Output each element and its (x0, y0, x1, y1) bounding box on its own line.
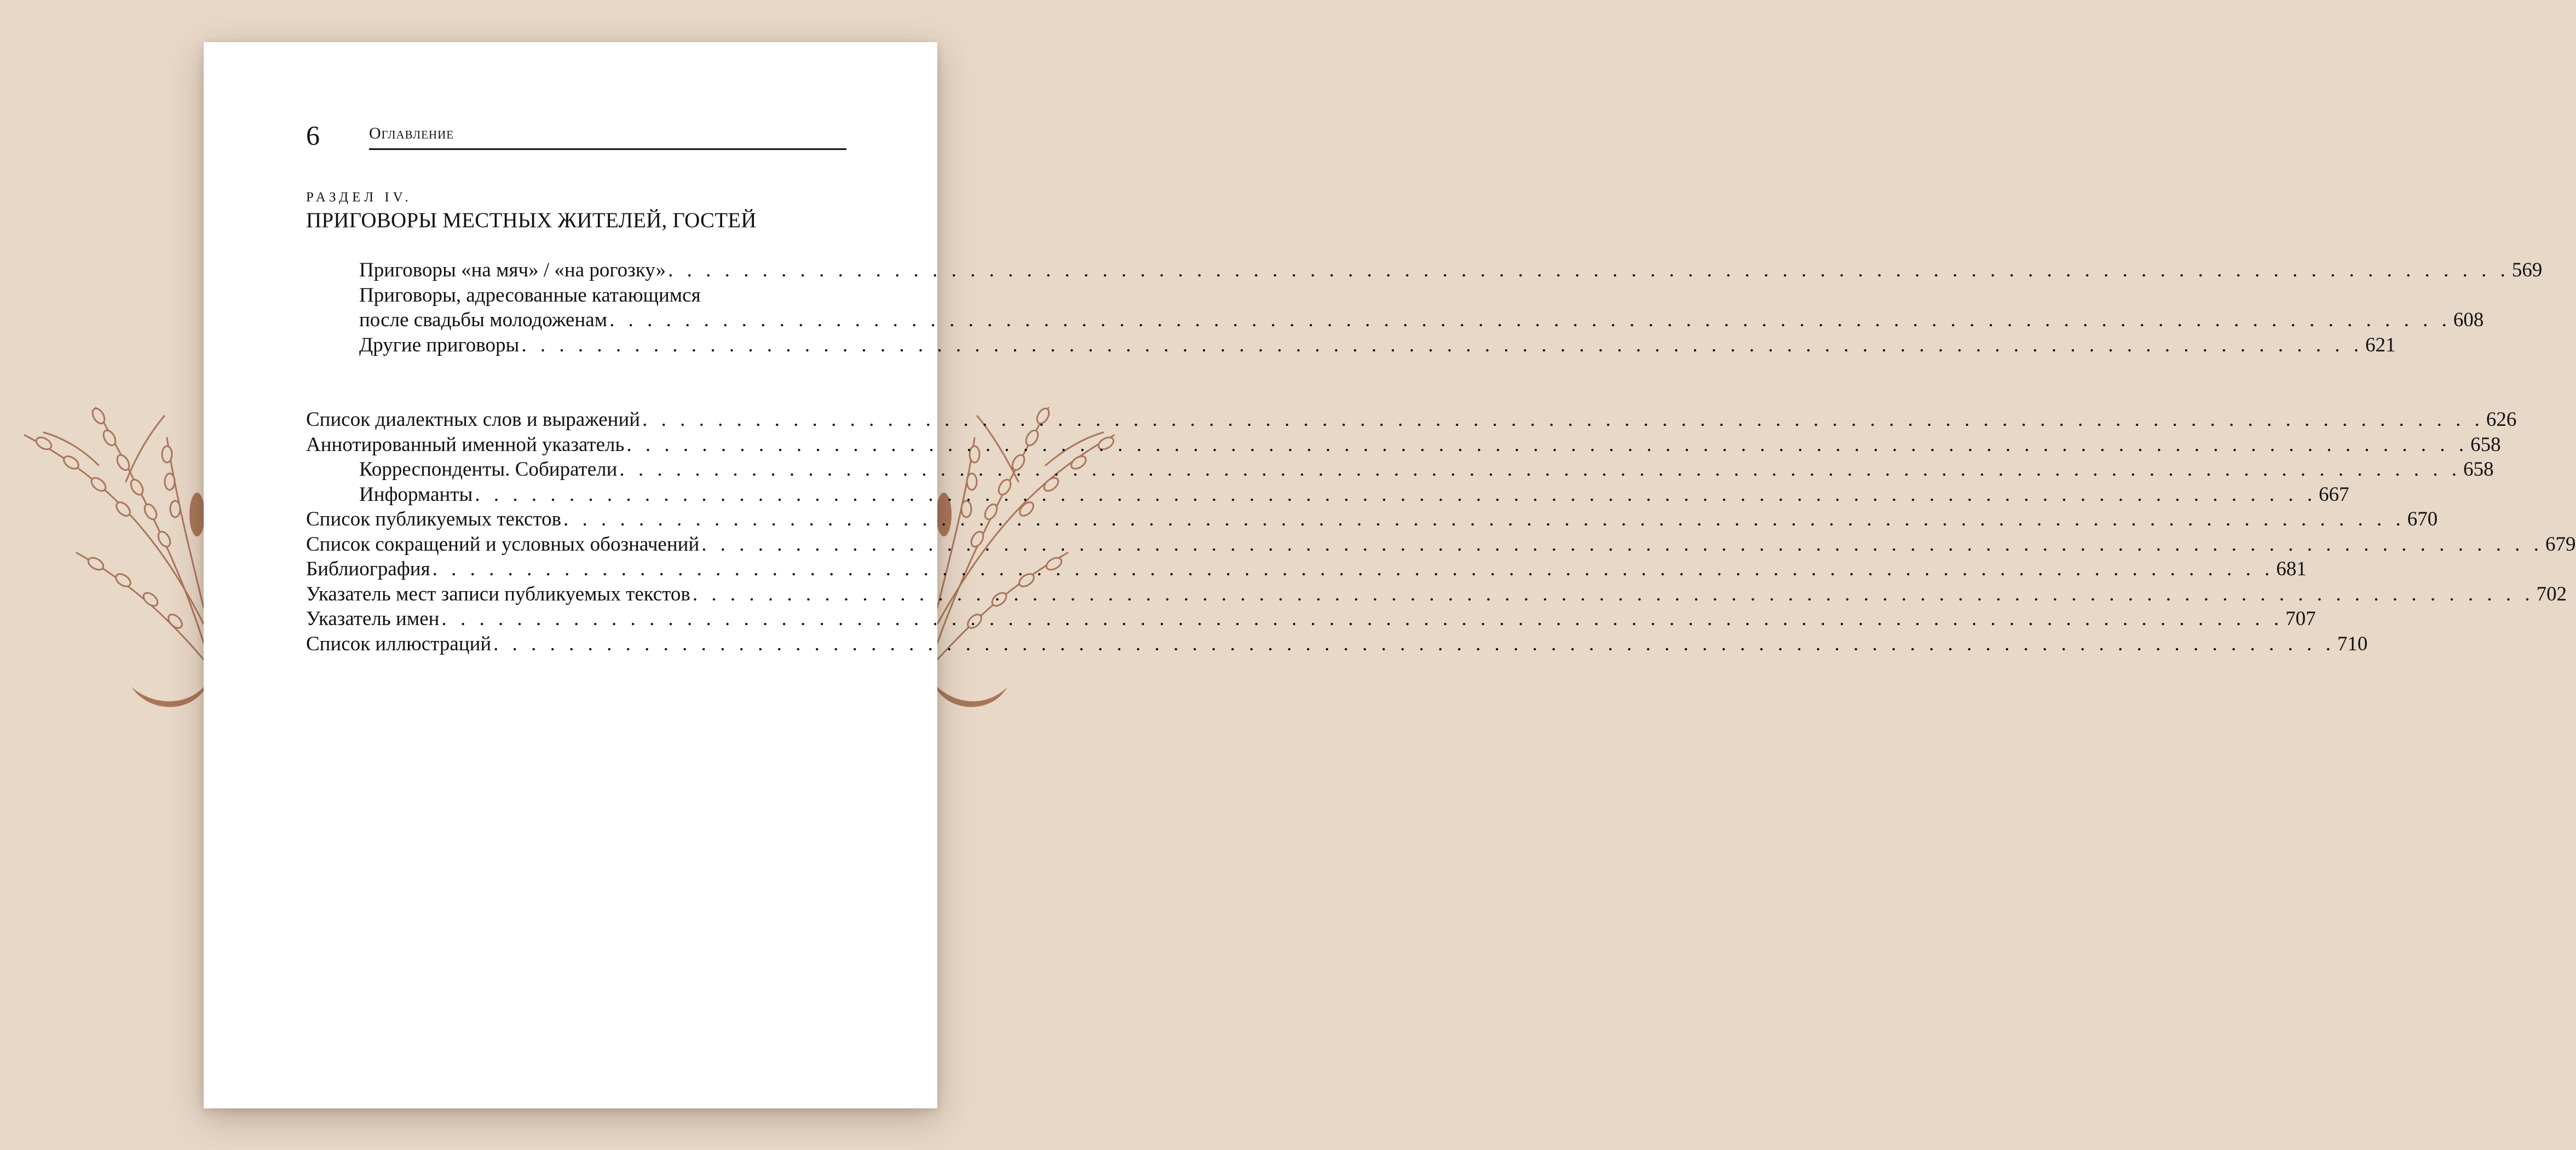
dot-leader: . . . . . . . . . . . . . . . . . . . . . . . . . . . . . . . . . . . . . . . . . . . . . . . . . . . . . . . . . . . . . . . . . . . . . . . . . . . . . . . . . . . . . . . . . . . . . . . . . . (609, 309, 2451, 331)
dot-leader: . . . . . . . . . . . . . . . . . . . . . . . . . . . . . . . . . . . . . . . . . . . . . . . . . . . . . . . . . . . . . . . . . . . . . . . . . . . . . . . . . . . . . . . . . . . . . . . . . . (642, 408, 2484, 431)
toc-entry-page: 621 (2365, 333, 2396, 356)
toc-entry-page: 681 (2276, 558, 2307, 580)
toc-entry[interactable] (306, 333, 2396, 358)
toc-entry-title: Приговоры «на мяч» / «на рогозку» (359, 259, 666, 281)
running-title: Оглавление (369, 124, 454, 142)
toc-entry[interactable] (306, 606, 2316, 632)
dot-leader: . . . . . . . . . . . . . . . . . . . . . . . . . . . . . . . . . . . . . . . . . . . . . . . . . . . . . . . . . . . . . . . . . . . . . . . . . . . . . . . . . . . . . . . . . . . . . . . . . . (626, 433, 2469, 456)
toc-entry-title: Список иллюстраций (306, 632, 492, 655)
toc-entry-title: Информанты (359, 483, 473, 506)
toc-entry-page: 702 (2536, 582, 2567, 605)
dot-leader: . . . . . . . . . . . . . . . . . . . . . . . . . . . . . . . . . . . . . . . . . . . . . . . . . . . . . . . . . . . . . . . . . . . . . . . . . . . . . . . . . . . . . . . . . . . . . . . . . . (475, 483, 2317, 506)
toc-entry-title: Другие приговоры (359, 333, 520, 356)
dot-leader: . . . . . . . . . . . . . . . . . . . . . . . . . . . . . . . . . . . . . . . . . . . . . . . . . . . . . . . . . . . . . . . . . . . . . . . . . . . . . . . . . . . . . . . . . . . . . . . . . . (493, 632, 2335, 655)
toc-entry[interactable] (306, 507, 2438, 532)
toc-entry-title: Список сокращений и условных обозначений (306, 533, 700, 556)
toc-entry[interactable] (306, 532, 2576, 557)
toc-entry-page: 667 (2319, 483, 2349, 506)
toc-entry[interactable] (306, 582, 2567, 607)
dot-leader: . . . . . . . . . . . . . . . . . . . . . . . . . . . . . . . . . . . . . . . . . . . . . . . . . . . . . . . . . . . . . . . . . . . . . . . . . . . . . . . . . . . . . . . . . . . . . . . . . . (619, 458, 2462, 481)
section-label: РАЗДЕЛ IV. (306, 190, 412, 205)
back-matter-toc (306, 407, 2576, 656)
toc-entry[interactable] (306, 258, 2543, 283)
toc-entry-title: Аннотированный именной указатель (306, 433, 625, 456)
toc-entry-page: 707 (2285, 608, 2316, 630)
toc-entry[interactable] (306, 632, 2368, 657)
header-rule (369, 148, 846, 150)
page-number: 6 (306, 120, 320, 151)
toc-entry[interactable] (306, 557, 2307, 582)
toc-entry[interactable] (306, 482, 2349, 507)
toc-entry-second-line (359, 308, 2484, 333)
toc-entry[interactable] (306, 407, 2517, 432)
toc-entry-title-line1: Приговоры, адресованные катающимся (359, 284, 701, 307)
toc-entry-title-line2: после свадьбы молодоженам (359, 309, 608, 331)
toc-entry-page: 658 (2463, 458, 2494, 481)
toc-entry-page: 569 (2511, 259, 2543, 281)
dot-leader: . . . . . . . . . . . . . . . . . . . . . . . . . . . . . . . . . . . . . . . . . . . . . . . . . . . . . . . . . . . . . . . . . . . . . . . . . . . . . . . . . . . . . . . . . . . . . . . . . . (432, 558, 2274, 580)
toc-entry-page: 626 (2486, 408, 2517, 431)
toc-entry-title: Корреспонденты. Собиратели (359, 458, 618, 481)
toc-entry[interactable] (306, 432, 2501, 458)
dot-leader: . . . . . . . . . . . . . . . . . . . . . . . . . . . . . . . . . . . . . . . . . . . . . . . . . . . . . . . . . . . . . . . . . . . . . . . . . . . . . . . . . . . . . . . . . . . . . . . . . . (441, 608, 2284, 630)
toc-entry-page: 658 (2470, 433, 2501, 456)
book-page (204, 42, 2576, 1108)
toc-entry-title: Список публикуемых текстов (306, 508, 562, 530)
toc-entry-page: 670 (2407, 508, 2438, 530)
toc-entry-page: 710 (2337, 632, 2368, 655)
toc-entry-title: Список диалектных слов и выражений (306, 408, 641, 431)
toc-entry-title: Библиография (306, 558, 430, 580)
toc-entry-page: 608 (2453, 309, 2484, 331)
toc-entry[interactable] (306, 457, 2494, 482)
toc-entry-title: Указатель имен (306, 608, 440, 630)
dot-leader: . . . . . . . . . . . . . . . . . . . . . . . . . . . . . . . . . . . . . . . . . . . . . . . . . . . . . . . . . . . . . . . . . . . . . . . . . . . . . . . . . . . . . . . . . . . . . . . . . . (701, 533, 2543, 556)
toc-entry[interactable] (306, 283, 2484, 333)
dot-leader: . . . . . . . . . . . . . . . . . . . . . . . . . . . . . . . . . . . . . . . . . . . . . . . . . . . . . . . . . . . . . . . . . . . . . . . . . . . . . . . . . . . . . . . . . . . . . . . . . . (563, 508, 2405, 530)
dot-leader: . . . . . . . . . . . . . . . . . . . . . . . . . . . . . . . . . . . . . . . . . . . . . . . . . . . . . . . . . . . . . . . . . . . . . . . . . . . . . . . . . . . . . . . . . . . . . . . . . . (668, 259, 2510, 281)
toc-entry-page: 679 (2545, 533, 2576, 556)
section-title: ПРИГОВОРЫ МЕСТНЫХ ЖИТЕЛЕЙ, ГОСТЕЙ (306, 209, 757, 232)
toc-entry-title: Указатель мест записи публикуемых текстов (306, 582, 690, 605)
dot-leader: . . . . . . . . . . . . . . . . . . . . . . . . . . . . . . . . . . . . . . . . . . . . . . . . . . . . . . . . . . . . . . . . . . . . . . . . . . . . . . . . . . . . . . . . . . . . . . . . . . (521, 333, 2364, 356)
dot-leader: . . . . . . . . . . . . . . . . . . . . . . . . . . . . . . . . . . . . . . . . . . . . . . . . . . . . . . . . . . . . . . . . . . . . . . . . . . . . . . . . . . . . . . . . . . . . . . . . . . (692, 582, 2534, 605)
section-toc (306, 258, 2543, 357)
